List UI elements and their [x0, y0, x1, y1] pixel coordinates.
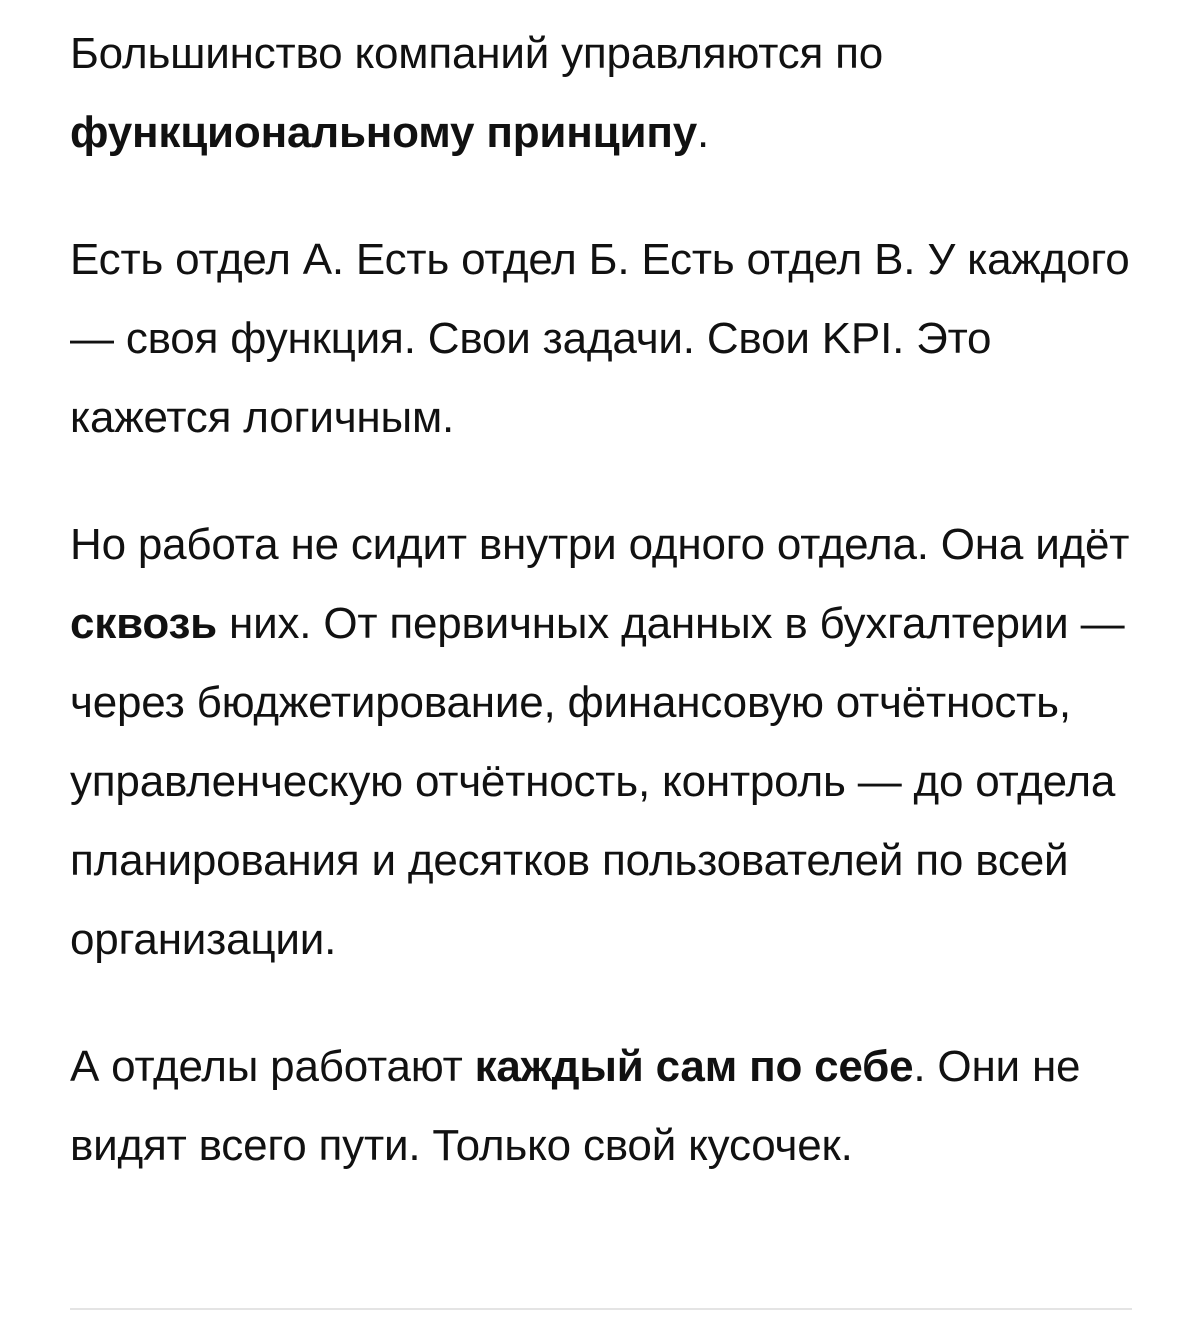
article-body — [70, 14, 1150, 1233]
bold-text: сквозь — [70, 599, 217, 648]
text-span: Но работа не сидит внутри одного отдела. Она идёт — [70, 520, 1130, 569]
text-span: Есть отдел А. Есть отдел Б. Есть отдел В. У каждого — своя функция. Свои задачи. Свои KPI. Это кажется логичным. — [70, 235, 1130, 442]
paragraph-isolated-departments — [70, 1027, 1150, 1185]
text-span: них. От первичных данных в бухгалтерии — через бюджетирование, финансовую отчётность, управленческую отчётность, контроль — до отдела планирования и десятков пользователей по всей организации. — [70, 599, 1125, 964]
paragraph-work-flow — [70, 505, 1150, 979]
bold-text: функциональному принципу — [70, 108, 697, 157]
text-span: . — [696, 108, 710, 157]
bold-text: каждый сам по себе — [474, 1042, 914, 1091]
text-span: Большинство компаний управляются по — [70, 29, 883, 78]
paragraph-functional-principle — [70, 14, 1150, 172]
paragraph-departments — [70, 220, 1150, 457]
bottom-divider — [70, 1308, 1132, 1310]
text-span: А отделы работают — [70, 1042, 475, 1091]
text-span: . Они не видят всего пути. Только свой кусочек. — [70, 1042, 1081, 1170]
